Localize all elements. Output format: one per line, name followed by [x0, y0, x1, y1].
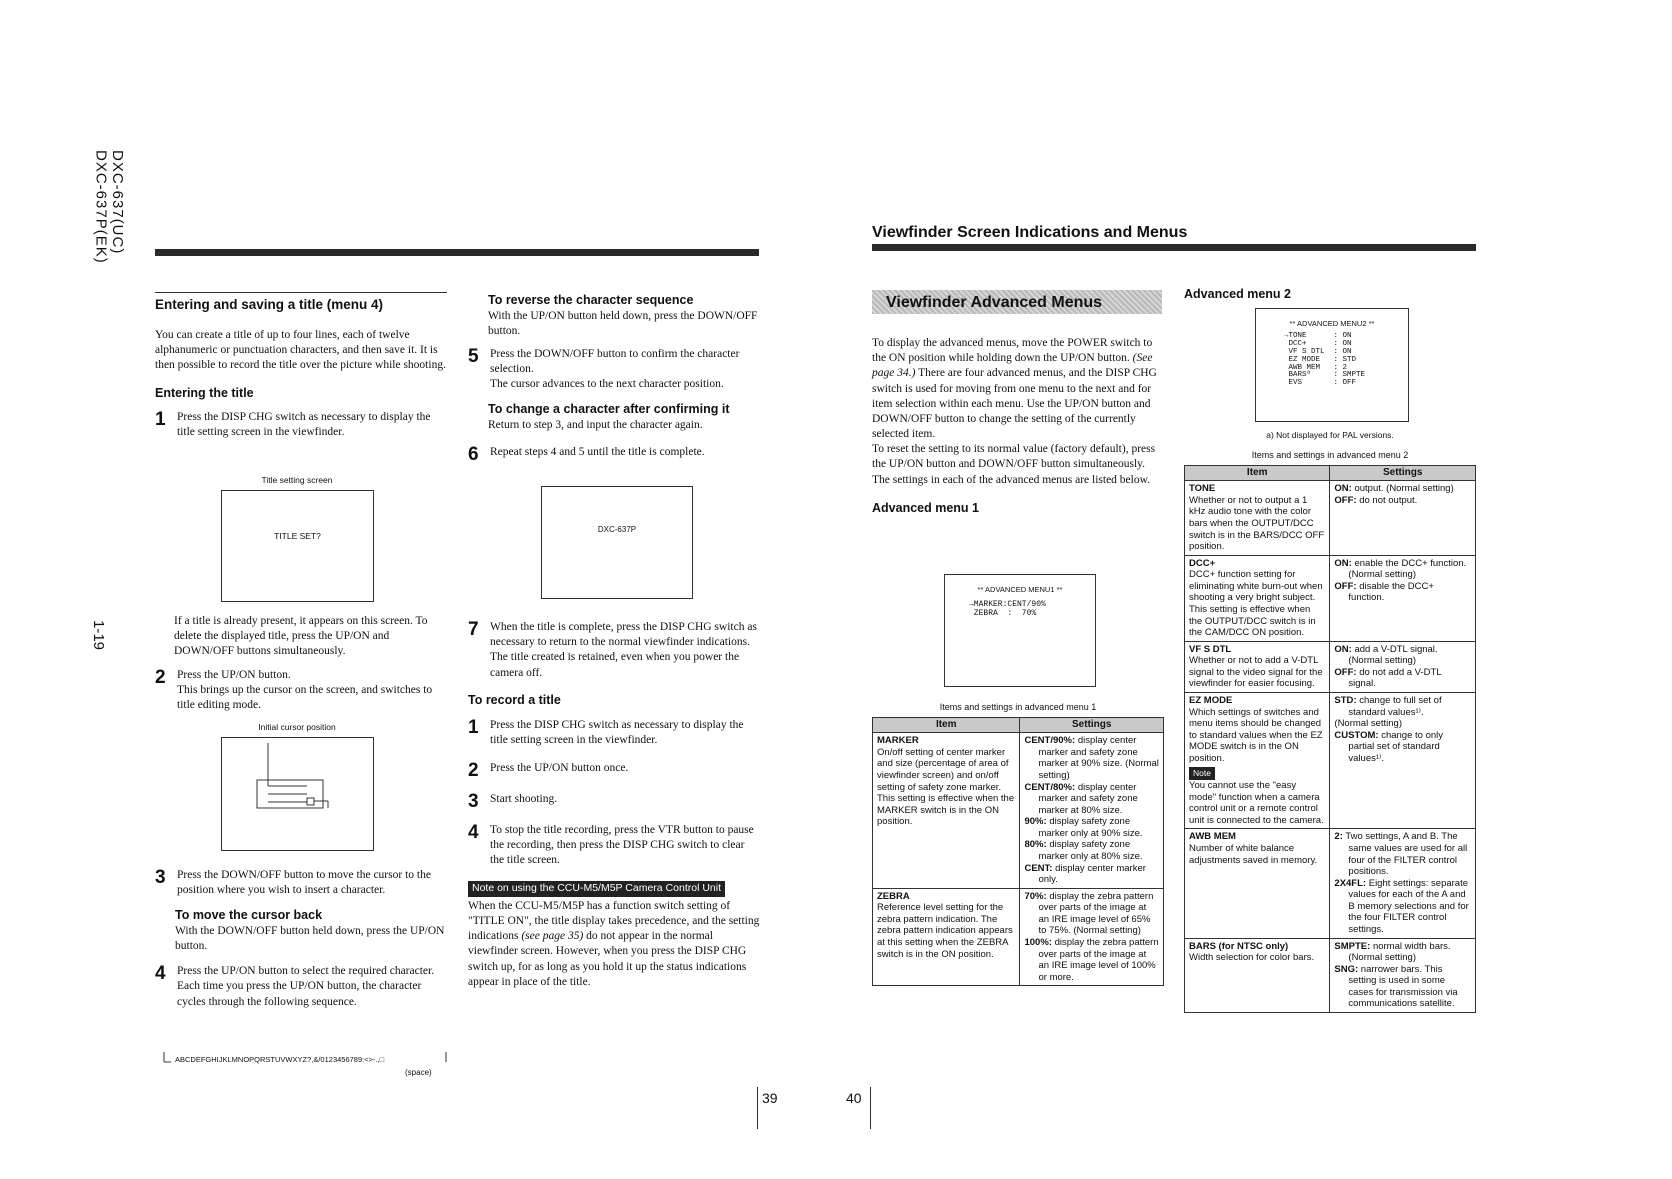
item-cell [1185, 555, 1330, 641]
change-character-heading: To change a character after confirming it [488, 402, 730, 417]
setting-value: display center marker only. [1038, 862, 1146, 886]
settings-cell [1020, 733, 1164, 889]
character-sequence [163, 1050, 448, 1070]
step-text-detail: This brings up the cursor on the screen, and switches to title editing mode. [177, 684, 433, 712]
advanced-menu-1-screen [944, 574, 1096, 687]
step-1 [155, 410, 447, 440]
step-7 [468, 620, 760, 681]
screen-caption-cursor: Initial cursor position [258, 722, 336, 732]
item-name: ZEBRA [877, 890, 910, 902]
record-step-1 [468, 718, 760, 748]
setting-value: (Normal setting) [1334, 718, 1402, 730]
section-page-ref: 1-19 [89, 620, 107, 651]
ccu-note-text [468, 899, 760, 990]
setting-line [1024, 735, 1159, 781]
left-header-rule [155, 249, 759, 256]
step-6 [468, 445, 760, 464]
gutter-rule-left [757, 1087, 758, 1129]
settings-cell [1330, 938, 1476, 1012]
setting-value: do not output. [1359, 494, 1418, 506]
move-cursor-back-text: With the DOWN/OFF button held down, press the UP/ON button. [175, 924, 445, 953]
step-number: 2 [468, 759, 479, 781]
table-row [873, 733, 1164, 889]
setting-key: OFF: [1334, 580, 1357, 592]
setting-line [1334, 718, 1471, 730]
item-cell [1185, 829, 1330, 938]
item-description: Which settings of switches and menu items should be changed to standard values when the EZ MODE switch is in the ON position. [1189, 706, 1323, 764]
setting-value: output. (Normal setting) [1354, 483, 1454, 495]
step-text: Press the DOWN/OFF button to confirm the character selection. [490, 347, 740, 376]
step-number: 4 [468, 821, 479, 843]
move-cursor-back-heading: To move the cursor back [175, 908, 323, 923]
item-description: Reference level setting for the zebra pattern indication. The zebra pattern indication appears at this setting when the ZEBRA switch is in the ON position. [877, 902, 1013, 960]
record-step-2 [468, 761, 760, 780]
table-row [1185, 693, 1476, 829]
col-settings-header: Settings [1020, 718, 1164, 733]
space-label: (space) [405, 1068, 432, 1077]
item-name: EZ MODE [1189, 695, 1233, 707]
setting-value: display safety zone marker only at 90% size. [1038, 816, 1143, 839]
item-name: TONE [1189, 483, 1216, 495]
screen-caption-title-setting: Title setting screen [261, 475, 333, 485]
step-number: 1 [155, 408, 166, 430]
item-description: Whether or not to output a 1 kHz audio tone with the color bars when the OUTPUT/DCC switch is in the BARS/DCC OFF position. [1189, 494, 1325, 553]
item-description: Whether or not to add a V-DTL signal to the video signal for the viewfinder for easier focusing. [1189, 655, 1323, 690]
step-number: 6 [468, 444, 479, 466]
page-header-title: Viewfinder Screen Indications and Menus [872, 224, 1188, 241]
item-cell [1185, 481, 1330, 555]
setting-value: Two settings, A and B. The same values are used for all four of the FILTER control positions. [1345, 831, 1468, 878]
setting-line [1334, 730, 1471, 765]
record-title-heading: To record a title [468, 692, 561, 707]
setting-value: disable the DCC+ function. [1348, 580, 1434, 604]
setting-key: CENT: [1024, 862, 1053, 874]
settings-cell [1020, 888, 1164, 986]
setting-line [1334, 831, 1471, 877]
page-number-left: 39 [762, 1090, 778, 1106]
setting-value: narrower bars. This setting is used in some cases for transmission via communications satellite. [1348, 963, 1458, 1010]
setting-key: STD: [1334, 695, 1357, 707]
entering-title-heading: Entering the title [155, 386, 254, 401]
screen-menu-lines: →TONE : ON DCC+ : ON VF S DTL : ON EZ MODE : STD AWB MEM : 2 BARSª : SMPTE EVS : OFF [1284, 332, 1366, 388]
item-name: BARS (for NTSC only) [1189, 940, 1289, 952]
advanced-menu-1-table [872, 717, 1164, 986]
intro-paragraph: You can create a title of up to four lines, each of twelve alphanumeric or punctuation characters, and then save it. It is then possible to record the title over the picture while shooting. [155, 328, 446, 372]
advanced-menu-2-table [1184, 465, 1476, 1013]
advanced-intro [872, 336, 1164, 516]
setting-key: CENT/80%: [1024, 781, 1076, 793]
setting-key: SNG: [1334, 963, 1359, 975]
model-ek: DXC-637P(EK) [92, 150, 110, 264]
step-number: 3 [468, 790, 479, 812]
step-text: Press the UP/ON button. [177, 669, 291, 681]
table-row [1185, 481, 1476, 555]
setting-line [1334, 878, 1471, 936]
step-text: Press the UP/ON button to select the required character. [177, 965, 435, 978]
setting-line [1024, 863, 1159, 886]
step-text: When the title is complete, press the DISP CHG switch as necessary to return to the normal viewfinder indications. [490, 621, 757, 649]
item-description: Width selection for color bars. [1189, 952, 1315, 964]
setting-value: do not add a V-DTL signal. [1348, 666, 1442, 690]
setting-key: 80%: [1024, 839, 1047, 851]
setting-line [1334, 644, 1471, 667]
reverse-sequence-heading: To reverse the character sequence [488, 293, 694, 307]
record-step-3 [468, 792, 760, 811]
item-description: DCC+ function setting for eliminating white burn-out when shooting a very bright subject. This setting is effective when the OUTPUT/DCC switch is in the CAM/DCC ON position. [1189, 569, 1323, 639]
step-5 [468, 347, 760, 393]
step-number: 3 [155, 867, 166, 888]
setting-line [1334, 695, 1471, 718]
setting-key: SMPTE: [1334, 940, 1371, 952]
settings-cell [1330, 829, 1476, 938]
step-text: Press the DISP CHG switch as necessary to display the title setting screen in the viewfinder. [177, 410, 431, 438]
setting-value: change to full set of standard values¹⁾. [1348, 695, 1442, 718]
setting-line [1334, 558, 1471, 581]
step-number: 5 [468, 345, 479, 367]
gutter-rule-right [870, 1087, 871, 1129]
setting-value: display center marker and safety zone marker at 80% size. [1038, 781, 1138, 816]
step-text: Repeat steps 4 and 5 until the title is complete. [490, 446, 705, 459]
step-4 [155, 964, 447, 1010]
setting-line [1024, 891, 1159, 937]
item-name: DCC+ [1189, 557, 1216, 569]
setting-value: Eight settings: separate values for each of the A and B memory selections and for the four FILTER control settings. [1348, 877, 1469, 935]
middle-column-lower [468, 620, 760, 990]
advanced-menus-banner: Viewfinder Advanced Menus [872, 290, 1162, 314]
setting-value: normal width bars. (Normal setting) [1348, 940, 1451, 964]
settings-cell [1330, 481, 1476, 555]
page-number-right: 40 [846, 1090, 862, 1106]
setting-value: display center marker and safety zone marker at 90% size. (Normal setting) [1038, 735, 1159, 781]
item-name: AWB MEM [1189, 831, 1236, 843]
table-row [1185, 555, 1476, 641]
setting-line [1334, 941, 1471, 964]
listing-paragraph: The settings in each of the advanced menus are listed below. [872, 473, 1151, 486]
setting-key: ON: [1334, 557, 1352, 569]
step-text-detail: Each time you press the UP/ON button, the character cycles through the following sequence. [177, 980, 422, 1008]
setting-key: 90%: [1024, 816, 1047, 828]
screen-text: DXC-637P [597, 525, 637, 534]
note-text-part: do not appear in the normal viewfinder screen. However, when you press the DISP CHG switch up, for as long as you hold it up the status indications appear in place of the title. [468, 930, 747, 988]
setting-value: add a V-DTL signal. (Normal setting) [1348, 643, 1438, 667]
setting-line [1334, 483, 1471, 495]
intro-paragraph [872, 336, 1164, 442]
table-row [1185, 938, 1476, 1012]
setting-key: ON: [1334, 643, 1352, 655]
cursor-diagram [222, 738, 375, 852]
cursor-position-screen [221, 737, 374, 851]
setting-line [1024, 816, 1159, 839]
advanced-menu-2-heading: Advanced menu 2 [1184, 287, 1291, 301]
screen-text: TITLE SET? [274, 531, 321, 541]
item-name: MARKER [877, 735, 919, 747]
middle-column [468, 292, 760, 464]
intro-text-part: To display the advanced menus, move the POWER switch to the ON position while holding down the UP/ON button. [872, 337, 1153, 365]
setting-key: 70%: [1024, 890, 1047, 902]
setting-key: ON: [1334, 483, 1352, 495]
left-column [155, 292, 447, 440]
table-row [1185, 641, 1476, 692]
setting-value: display the zebra pattern over parts of the image at an IRE image level of 65% to 75%. (Normal setting) [1038, 890, 1154, 937]
if-title-present-text: If a title is already present, it appears on this screen. To delete the displayed title, press the UP/ON and DOWN/OFF buttons simultaneously. [174, 615, 428, 658]
note-text: You cannot use the "easy mode" function when a camera control unit or a remote control unit is connected to the camera. [1189, 780, 1324, 826]
setting-key: 2: [1334, 831, 1343, 843]
setting-key: CENT/90%: [1024, 735, 1076, 747]
screen-title: ** ADVANCED MENU1 ** [977, 585, 1063, 594]
setting-line [1334, 964, 1471, 1010]
step-number: 4 [155, 963, 166, 985]
step-text-detail: The title created is retained, even when you power the camera off. [490, 651, 740, 679]
setting-line [1334, 581, 1471, 604]
step-text: Press the UP/ON button once. [490, 761, 629, 774]
setting-key: 100%: [1024, 937, 1052, 949]
col-item-header: Item [873, 718, 1020, 733]
setting-key: OFF: [1334, 494, 1357, 506]
step-3 [155, 868, 447, 1010]
item-cell [1185, 641, 1330, 692]
item-cell [873, 733, 1020, 889]
menu-2-table-caption: Items and settings in advanced menu 2 [1251, 450, 1409, 460]
reset-paragraph: To reset the setting to its normal value (factory default), press the UP/ON button and DOWN/OFF button simultaneously. [872, 443, 1156, 471]
item-description: On/off setting of center marker and size (percentage of area of viewfinder screen) and on/off setting of safety zone marker. This setting is effective when the MARKER switch is in the ON position. [877, 746, 1015, 828]
setting-key: OFF: [1334, 666, 1357, 678]
step-text-detail: The cursor advances to the next character position. [490, 378, 724, 391]
note-label: Note [1189, 767, 1215, 779]
page-reference: (See page 34.) [872, 352, 1153, 380]
setting-value: display safety zone marker only at 80% size. [1038, 839, 1143, 862]
intro-text-part: There are four advanced menus, and the DISP CHG switch is used for moving from one menu to the next and for item selection within each menu. Use the UP/ON button and DOWN/OFF button to change the setting of the currently selected item. [872, 367, 1157, 441]
title-complete-screen [541, 486, 693, 599]
model-number-label [92, 150, 125, 264]
col-item-header: Item [1185, 466, 1330, 481]
setting-line [1334, 667, 1471, 690]
item-name: VF S DTL [1189, 643, 1232, 655]
settings-cell [1330, 641, 1476, 692]
col-settings-header: Settings [1330, 466, 1476, 481]
title-setting-screen [221, 490, 374, 602]
setting-line [1024, 839, 1159, 862]
setting-value: display the zebra pattern over parts of the image at an IRE image level of 100% or more. [1038, 937, 1159, 983]
setting-line [1024, 937, 1159, 983]
reverse-sequence-text: With the UP/ON button held down, press the DOWN/OFF button. [488, 309, 758, 337]
change-character-text: Return to step 3, and input the character again. [488, 418, 703, 431]
menu-2-footnote: a) Not displayed for PAL versions. [1266, 430, 1394, 440]
setting-key: 2X4FL: [1334, 877, 1367, 889]
settings-cell [1330, 693, 1476, 829]
setting-key: CUSTOM: [1334, 729, 1379, 741]
item-description: Number of white balance adjustments saved in memory. [1189, 842, 1318, 866]
record-step-4 [468, 823, 760, 869]
table-row [1185, 829, 1476, 938]
step-number: 2 [155, 667, 166, 688]
step-text: Start shooting. [490, 792, 558, 805]
page-reference: (see page 35) [521, 930, 584, 943]
item-cell [1185, 938, 1330, 1012]
screen-menu-lines: →MARKER:CENT/90% ZEBRA : 70% [969, 600, 1046, 619]
note-text-part: When the CCU-M5/M5P has a function switch setting of "TITLE ON", the title display takes precedence, and the setting indications [468, 899, 760, 943]
step-text: Press the DISP CHG switch as necessary to display the title setting screen in the viewfinder. [490, 719, 744, 747]
menu-1-table-caption: Items and settings in advanced menu 1 [939, 702, 1097, 712]
model-uc: DXC-637(UC) [109, 150, 126, 255]
setting-line [1024, 782, 1159, 817]
sequence-characters: ABCDEFGHIJKLMNOPQRSTUVWXYZ?,&/0123456789:<>-.,□ [175, 1055, 385, 1064]
advanced-menu-2-screen [1255, 308, 1409, 422]
setting-value: enable the DCC+ function. (Normal setting) [1348, 557, 1467, 581]
table-row [873, 888, 1164, 986]
step-text: Press the DOWN/OFF button to move the cursor to the position where you wish to insert a character. [177, 869, 431, 897]
section-title-entering-saving: Entering and saving a title (menu 4) [155, 297, 384, 312]
step-number: 7 [468, 619, 479, 640]
setting-value: change to only partial set of standard values¹⁾. [1348, 729, 1443, 764]
step-text: To stop the title recording, press the VTR button to pause the recording, then press the DISP CHG switch to clear the title screen. [490, 823, 754, 866]
screen-title: ** ADVANCED MENU2 ** [1289, 319, 1375, 328]
step-number: 1 [468, 717, 479, 739]
settings-cell [1330, 555, 1476, 641]
right-header-rule [872, 244, 1476, 251]
ccu-note-label: Note on using the CCU-M5/M5P Camera Control Unit [468, 881, 725, 897]
advanced-menu-1-heading: Advanced menu 1 [872, 500, 979, 515]
step-2 [155, 668, 447, 714]
item-cell [1185, 693, 1330, 829]
item-cell [873, 888, 1020, 986]
setting-line [1334, 495, 1471, 507]
